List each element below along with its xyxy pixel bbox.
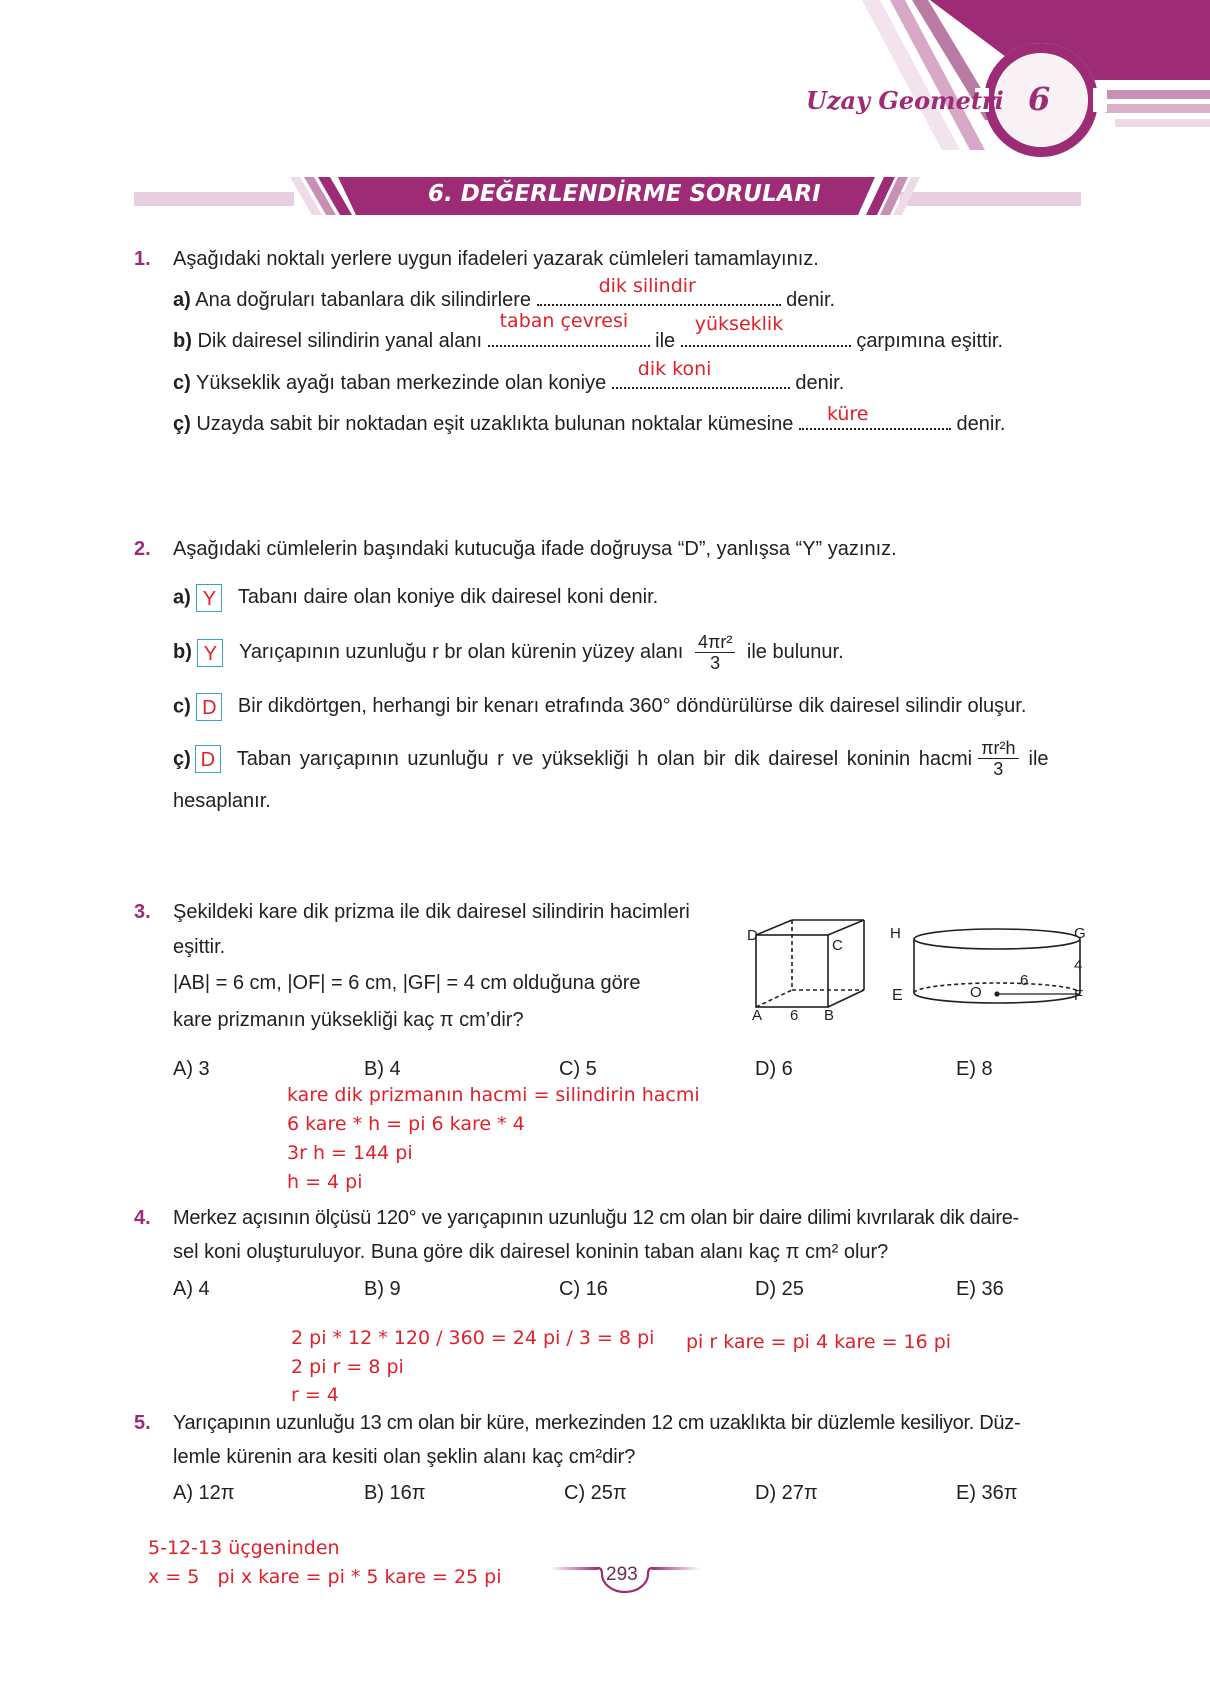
fraction-denominator: 3 <box>993 759 1004 779</box>
option-a[interactable]: A) 12π <box>173 1482 235 1504</box>
chapter-number: 6 <box>1028 80 1051 118</box>
option-d[interactable]: D) 6 <box>755 1058 793 1080</box>
geometry-figures <box>730 905 1110 1030</box>
question-number: 3. <box>134 901 151 923</box>
item-label: a) <box>173 289 191 311</box>
handwritten-note: pi r kare = pi 4 kare = 16 pi <box>686 1331 952 1353</box>
handwritten-note: 2 pi r = 8 pi <box>291 1356 404 1378</box>
handwritten-note: r = 4 <box>291 1384 339 1406</box>
item-text: Yükseklik ayağı taban merkezinde olan koniye <box>196 372 607 394</box>
question-text: Merkez açısının ölçüsü 120° ve yarıçapının uzunluğu 12 cm olan bir daire dilimi kıvrılarak dik daire- <box>173 1207 1019 1229</box>
point-label-h: H <box>890 925 901 942</box>
question-text: |AB| = 6 cm, |OF| = 6 cm, |GF| = 4 cm olduğuna göre <box>173 972 641 994</box>
handwritten-answer: taban çevresi <box>499 310 629 332</box>
option-a[interactable]: A) 3 <box>173 1058 210 1080</box>
question-text: eşittir. <box>173 936 226 958</box>
question-text: Yarıçapının uzunluğu 13 cm olan bir küre, merkezinden 12 cm uzaklıkta bir düzlemle kesiliyor. Düz- <box>173 1412 1021 1434</box>
fill-blank[interactable] <box>681 313 851 347</box>
item-text: Taban yarıçapının uzunluğu r ve yüksekliği h olan bir dik dairesel koninin hacmi <box>236 747 973 770</box>
item-text: ile bulunur. <box>746 640 844 663</box>
item-text: Yarıçapının uzunluğu r br olan kürenin yüzey alanı <box>239 640 684 663</box>
option-d[interactable]: D) 27π <box>755 1482 818 1504</box>
item-label: ç) <box>173 413 191 435</box>
item-text: denir. <box>956 413 1006 435</box>
item-label: a) <box>173 586 191 609</box>
fraction-denominator: 3 <box>710 653 721 673</box>
handwritten-answer: dik silindir <box>598 275 696 297</box>
fraction-numerator: 4πr² <box>695 632 735 653</box>
item-text: ile <box>1028 747 1049 770</box>
handwritten-note: x = 5 pi x kare = pi * 5 kare = 25 pi <box>148 1566 502 1588</box>
option-c[interactable]: C) 5 <box>559 1058 597 1080</box>
handwritten-note: kare dik prizmanın hacmi = silindirin hacmi <box>287 1084 700 1106</box>
page-number: 293 <box>606 1564 638 1585</box>
option-d[interactable]: D) 25 <box>755 1278 804 1300</box>
q2-item-c <box>173 693 1026 721</box>
point-label-f: F <box>1074 987 1084 1004</box>
q1-item-c <box>173 358 845 395</box>
vertex-label-b: B <box>824 1007 835 1024</box>
question-number: 2. <box>134 538 151 560</box>
fill-blank[interactable] <box>488 310 650 347</box>
fraction <box>695 632 735 673</box>
radius-label: 6 <box>1020 972 1029 989</box>
q1-item-c-cedilla <box>173 403 1006 436</box>
option-b[interactable]: B) 4 <box>364 1058 401 1080</box>
item-label: c) <box>173 372 191 394</box>
item-text: Tabanı daire olan koniye dik dairesel koni denir. <box>237 586 659 609</box>
subject-title: Uzay Geometri <box>806 86 1004 115</box>
option-e[interactable]: E) 36π <box>956 1482 1018 1504</box>
vertex-label-c: C <box>832 937 843 954</box>
question-text: lemle kürenin ara kesiti olan şeklin alanı kaç cm²dir? <box>173 1446 636 1468</box>
item-text: Bir dikdörtgen, herhangi bir kenarı etrafında 360° döndürülürse dik dairesel silindir oluşur. <box>237 695 1027 718</box>
fraction-numerator: πr²h <box>978 738 1018 759</box>
q2-item-c-cedilla <box>173 738 1083 779</box>
handwritten-answer: dik koni <box>637 358 712 380</box>
handwritten-answer: yükseklik <box>694 313 784 335</box>
question-number: 5. <box>134 1412 151 1434</box>
handwritten-note: 6 kare * h = pi 6 kare * 4 <box>287 1113 525 1135</box>
question-number: 4. <box>134 1207 151 1229</box>
option-e[interactable]: E) 8 <box>956 1058 993 1080</box>
q2-item-b <box>173 632 844 673</box>
item-label: b) <box>173 640 192 663</box>
handwritten-note: 2 pi * 12 * 120 / 360 = 24 pi / 3 = 8 pi <box>291 1327 655 1349</box>
option-c[interactable]: C) 16 <box>559 1278 608 1300</box>
answer-box[interactable]: Y <box>197 639 223 667</box>
item-label: b) <box>173 330 192 352</box>
vertex-label-a: A <box>752 1007 763 1024</box>
item-text: Uzayda sabit bir noktadan eşit uzaklıkta bulunan noktalar kümesine <box>196 413 794 435</box>
item-text: Dik dairesel silindirin yanal alanı <box>197 330 483 352</box>
fill-blank[interactable] <box>612 358 790 389</box>
option-a[interactable]: A) 4 <box>173 1278 210 1300</box>
question-text: kare prizmanın yüksekliği kaç π cm’dir? <box>173 1009 524 1031</box>
option-b[interactable]: B) 9 <box>364 1278 401 1300</box>
handwritten-answer: küre <box>826 403 869 425</box>
question-prompt: Aşağıdaki cümlelerin başındaki kutucuğa ifade doğruysa “D”, yanlışsa “Y” yazınız. <box>173 538 897 560</box>
cylinder-figure <box>914 929 1083 1003</box>
answer-box[interactable]: Y <box>196 584 222 612</box>
item-text: çarpımına eşittir. <box>856 330 1004 352</box>
item-label: c) <box>173 695 191 718</box>
point-label-e: E <box>892 987 903 1004</box>
question-prompt: Aşağıdaki noktalı yerlere uygun ifadeleri yazarak cümleleri tamamlayınız. <box>173 248 819 270</box>
question-number: 1. <box>134 248 151 270</box>
fill-blank[interactable] <box>799 403 951 430</box>
handwritten-note: 3r h = 144 pi <box>287 1142 413 1164</box>
square-prism-figure <box>756 920 864 1007</box>
q2-item-a <box>173 584 658 612</box>
question-text: sel koni oluşturuluyor. Buna göre dik dairesel koninin taban alanı kaç π cm² olur? <box>173 1241 889 1263</box>
option-e[interactable]: E) 36 <box>956 1278 1004 1300</box>
item-text: denir. <box>786 289 836 311</box>
answer-box[interactable]: D <box>195 745 221 773</box>
height-label: 4 <box>1074 957 1083 974</box>
handwritten-note: h = 4 pi <box>287 1171 363 1193</box>
center-label-o: O <box>970 984 982 1001</box>
fraction <box>978 738 1018 779</box>
section-title: 6. DEĞERLENDİRME SORULARI <box>428 181 821 207</box>
point-label-g: G <box>1074 925 1086 942</box>
question-text: Şekildeki kare dik prizma ile dik dairesel silindirin hacimleri <box>173 901 690 923</box>
vertex-label-d: D <box>747 927 758 944</box>
option-c[interactable]: C) 25π <box>564 1482 627 1504</box>
edge-length-label: 6 <box>790 1007 799 1024</box>
fill-blank[interactable] <box>537 275 781 306</box>
answer-box[interactable]: D <box>196 693 222 721</box>
item-text: hesaplanır. <box>173 790 271 812</box>
item-text: Ana doğruları tabanlara dik silindirlere <box>195 289 531 311</box>
item-text: ile <box>655 330 676 352</box>
item-label: ç) <box>173 747 191 770</box>
handwritten-note: 5-12-13 üçgeninden <box>148 1537 340 1559</box>
item-text: denir. <box>795 372 845 394</box>
option-b[interactable]: B) 16π <box>364 1482 426 1504</box>
q1-item-b <box>173 310 1004 353</box>
